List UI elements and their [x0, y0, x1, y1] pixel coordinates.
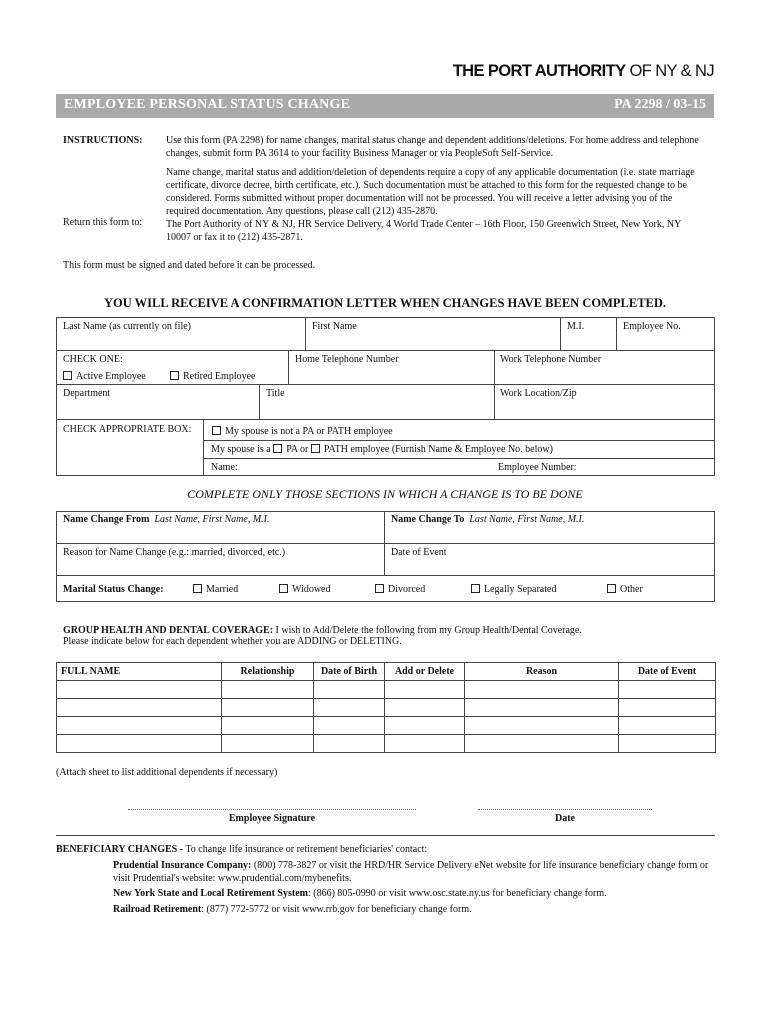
beneficiary-text: To change life insurance or retirement beneficiaries' contact:	[183, 844, 428, 855]
active-employee-text: Active Employee	[76, 371, 146, 382]
coverage-line-2: Please indicate below for each dependent whether you are ADDING or DELETING.	[63, 636, 402, 647]
check-appropriate-label: CHECK APPROPRIATE BOX:	[63, 424, 192, 435]
signed-note: This form must be signed and dated before it can be processed.	[63, 260, 316, 271]
dependents-header-row	[57, 663, 716, 681]
spouse-employee-number-label: Employee Number:	[498, 462, 577, 473]
confirmation-heading: YOU WILL RECEIVE A CONFIRMATION LETTER WHEN CHANGES HAVE BEEN COMPLETED.	[103, 296, 667, 310]
col-relationship: Relationship	[222, 663, 314, 681]
col-add-or-delete: Add or Delete	[385, 663, 465, 681]
spouse-not-option[interactable]	[212, 426, 393, 437]
railroad-label: Railroad Retirement	[113, 904, 202, 915]
spouse-is-row	[211, 444, 553, 455]
married-checkbox[interactable]	[193, 584, 202, 593]
table-cell[interactable]	[222, 717, 314, 735]
table-cell[interactable]	[385, 699, 465, 717]
table-cell[interactable]	[465, 699, 619, 717]
name-change-from-hint: Last Name, First Name, M.I.	[154, 514, 270, 525]
prudential-info	[113, 859, 713, 885]
spouse-pa-checkbox[interactable]	[273, 444, 282, 453]
col-date-of-birth: Date of Birth	[314, 663, 385, 681]
marital-option-legally-separated[interactable]	[471, 584, 556, 595]
marital-option-other[interactable]	[607, 584, 643, 595]
divorced-text: Divorced	[388, 584, 426, 595]
return-label: Return this form to:	[63, 217, 143, 228]
table-cell[interactable]	[314, 717, 385, 735]
date-line[interactable]	[478, 809, 652, 810]
work-location-label: Work Location/Zip	[500, 388, 577, 399]
table-row[interactable]	[57, 681, 716, 699]
instructions-paragraph-2: Name change, marital status and addition/deletion of dependents require a copy of any applicable documentation (i.e. state marriage certificate, divorce decree, birth certificate, etc.). Such documentation must be attached to this form for the requested change to be considered. Forms submitted without proper documentation will not be processed. You will receive a letter advising you of the required documentation. Any questions, please call (212) 435-2870.	[166, 167, 695, 217]
widowed-text: Widowed	[292, 584, 331, 595]
railroad-text: : (877) 772-5772 or visit www.rrb.gov for beneficiary change form.	[201, 904, 472, 915]
table-cell[interactable]	[222, 735, 314, 753]
col-date-of-event: Date of Event	[619, 663, 716, 681]
col-reason: Reason	[465, 663, 619, 681]
last-name-label: Last Name (as currently on file)	[63, 321, 192, 332]
prudential-label: Prudential Insurance Company:	[113, 860, 252, 871]
legally-separated-checkbox[interactable]	[471, 584, 480, 593]
form-number: PA 2298 / 03-15	[614, 97, 706, 112]
table-cell[interactable]	[57, 699, 222, 717]
name-change-from	[63, 514, 269, 525]
widowed-checkbox[interactable]	[279, 584, 288, 593]
railroad-retirement-info	[113, 903, 713, 916]
table-cell[interactable]	[57, 735, 222, 753]
table-cell[interactable]	[314, 699, 385, 717]
form-title: EMPLOYEE PERSONAL STATUS CHANGE	[64, 97, 351, 112]
marital-option-divorced[interactable]	[375, 584, 425, 595]
spouse-path-checkbox[interactable]	[311, 444, 320, 453]
col-full-name: FULL NAME	[57, 663, 222, 681]
mi-label: M.I.	[567, 321, 585, 332]
instructions-paragraph-1: Use this form (PA 2298) for name changes, marital status change and dependent additions/deletions. For home address and telephone changes, submit form PA 3614 to your facility Business Manager or via PeopleSoft Self-Service.	[166, 135, 699, 159]
employee-signature-label: Employee Signature	[228, 813, 316, 824]
table-cell[interactable]	[222, 699, 314, 717]
beneficiary-heading: BENEFICIARY CHANGES -	[56, 844, 184, 855]
coverage-heading: GROUP HEALTH AND DENTAL COVERAGE:	[63, 625, 274, 636]
table-cell[interactable]	[222, 681, 314, 699]
table-cell[interactable]	[619, 717, 716, 735]
check-one-label: CHECK ONE:	[63, 354, 123, 365]
first-name-label: First Name	[312, 321, 357, 332]
divider	[56, 835, 715, 836]
table-cell[interactable]	[385, 717, 465, 735]
table-cell[interactable]	[385, 681, 465, 699]
spouse-name-label: Name:	[211, 462, 238, 473]
return-address: The Port Authority of NY & NJ, HR Service Delivery, 4 World Trade Center – 16th Floor, 150 Greenwich Street, New York, NY 10007 or fax it to (212) 435-2871.	[166, 219, 681, 243]
prudential-text: (800) 778-3827 or visit the HRD/HR Service Delivery eNet website for life insurance beneficiary change form or visit Prudential's website: www.prudential.com/mybenefits.	[113, 860, 709, 884]
reason-name-change-label: Reason for Name Change (e.g.: married, divorced, etc.)	[63, 547, 286, 558]
table-cell[interactable]	[619, 699, 716, 717]
table-row[interactable]	[57, 717, 716, 735]
nys-label: New York State and Local Retirement System	[113, 888, 308, 899]
active-employee-option[interactable]	[63, 371, 146, 382]
beneficiary-intro	[56, 843, 427, 856]
table-cell[interactable]	[465, 717, 619, 735]
department-label: Department	[63, 388, 111, 399]
spouse-not-checkbox[interactable]	[212, 426, 221, 435]
other-checkbox[interactable]	[607, 584, 616, 593]
retired-employee-checkbox[interactable]	[170, 371, 179, 380]
marital-option-married[interactable]	[193, 584, 238, 595]
name-change-to	[391, 514, 584, 525]
signature-line[interactable]	[128, 809, 416, 810]
table-cell[interactable]	[465, 735, 619, 753]
table-cell[interactable]	[57, 717, 222, 735]
title-bar	[56, 94, 714, 118]
active-employee-checkbox[interactable]	[63, 371, 72, 380]
table-cell[interactable]	[619, 681, 716, 699]
spouse-is-text: My spouse is a	[211, 444, 271, 455]
work-phone-label: Work Telephone Number	[500, 354, 602, 365]
other-text: Other	[620, 584, 643, 595]
spouse-not-text: My spouse is not a PA or PATH employee	[225, 426, 393, 437]
divorced-checkbox[interactable]	[375, 584, 384, 593]
table-cell[interactable]	[619, 735, 716, 753]
name-change-to-label: Name Change To	[391, 514, 465, 525]
marital-option-widowed[interactable]	[279, 584, 330, 595]
spouse-pa-text: PA or	[286, 444, 309, 455]
signature-date-label: Date	[555, 813, 575, 824]
spouse-path-text: PATH employee (Furnish Name & Employee No. below)	[323, 444, 553, 455]
coverage-text: I wish to Add/Delete the following from my Group Health/Dental Coverage.	[273, 625, 582, 636]
name-change-to-hint: Last Name, First Name, M.I.	[469, 514, 585, 525]
attach-note: (Attach sheet to list additional dependents if necessary)	[56, 767, 278, 778]
sections-heading: COMPLETE ONLY THOSE SECTIONS IN WHICH A CHANGE IS TO BE DONE	[187, 487, 583, 501]
name-change-from-label: Name Change From	[63, 514, 150, 525]
employee-no-label: Employee No.	[623, 321, 681, 332]
table-cell[interactable]	[314, 681, 385, 699]
home-phone-label: Home Telephone Number	[295, 354, 399, 365]
date-of-event-label: Date of Event	[391, 547, 447, 558]
dependents-table	[56, 662, 716, 753]
retired-employee-text: Retired Employee	[183, 371, 256, 382]
table-cell[interactable]	[465, 681, 619, 699]
table-row[interactable]	[57, 735, 716, 753]
title-label: Title	[266, 388, 285, 399]
table-row[interactable]	[57, 699, 716, 717]
table-cell[interactable]	[57, 681, 222, 699]
instructions-label: INSTRUCTIONS:	[63, 135, 143, 146]
nys-retirement-info	[113, 887, 713, 900]
port-authority-logo: THE PORT AUTHORITY OF NY & NJ	[452, 62, 714, 80]
table-cell[interactable]	[385, 735, 465, 753]
married-text: Married	[206, 584, 239, 595]
table-cell[interactable]	[314, 735, 385, 753]
nys-text: : (866) 805-0990 or visit www.osc.state.ny.us for beneficiary change form.	[307, 888, 607, 899]
marital-status-label: Marital Status Change:	[63, 584, 164, 595]
legally-separated-text: Legally Separated	[484, 584, 557, 595]
retired-employee-option[interactable]	[170, 371, 255, 382]
